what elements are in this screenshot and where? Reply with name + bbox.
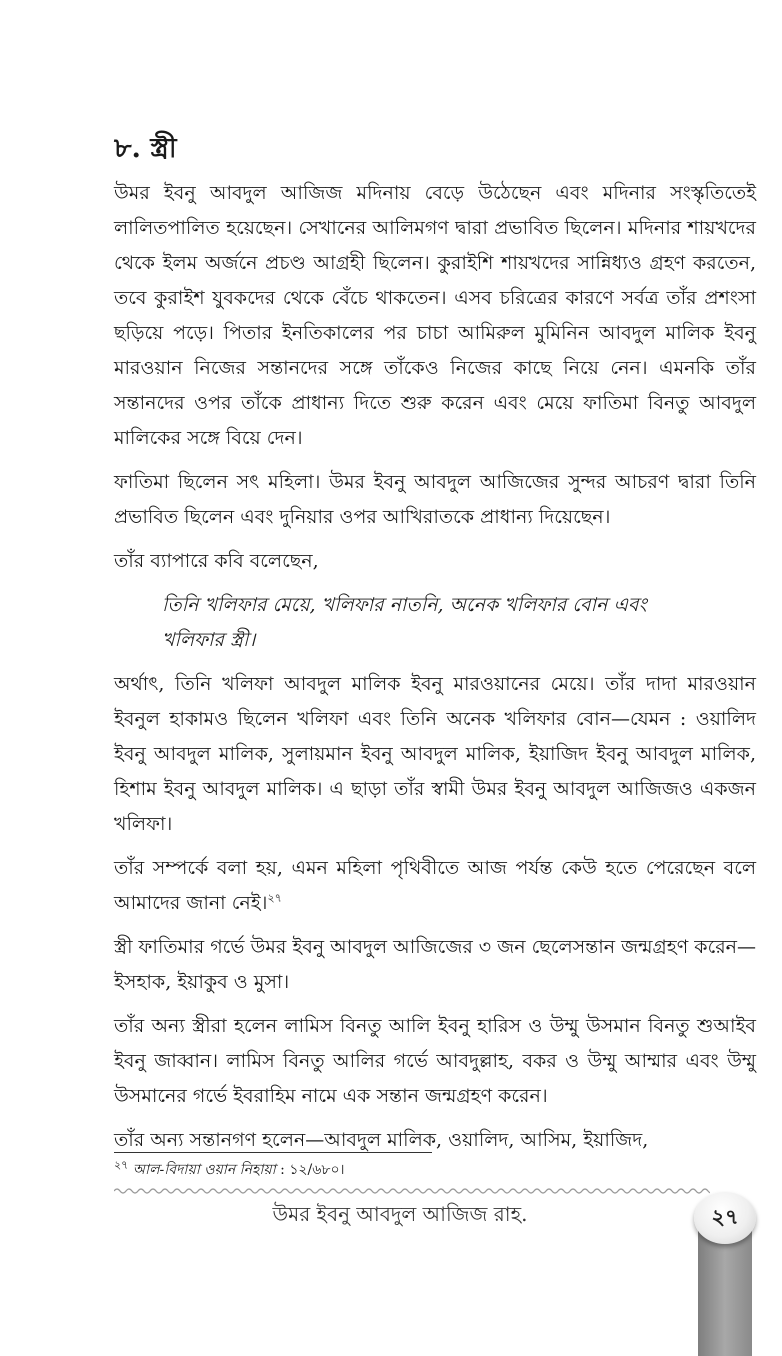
page-number: ২৭ <box>711 1203 739 1229</box>
footnote-ref: : ১২/৬৮০। <box>275 1162 345 1178</box>
body-text <box>114 176 756 1167</box>
paragraph-text: তাঁর সম্পর্কে বলা হয়, এমন মহিলা পৃথিবীতে আজ পর্যন্ত কেউ হতে পেরেছেন বলে আমাদের জানা নেই। <box>114 857 756 914</box>
paragraph: তাঁর অন্য স্ত্রীরা হলেন লামিস বিনতু আলি ইবনু হারিস ও উম্মু উসমান বিনতু শুআইব ইবনু জাব্বান। লামিস বিনতু আলির গর্ভে আবদুল্লাহ, বকর ও উম্মু আম্মার এবং উম্মু উসমানের গর্ভে ইবরাহিম নামে এক সন্তান জন্মগ্রহণ করেন। <box>114 1015 756 1107</box>
footnote-marker: ২৭ <box>114 1158 129 1172</box>
footnote-divider <box>114 1152 432 1153</box>
paragraph <box>114 851 756 921</box>
section-heading: ৮. স্ত্রী <box>114 133 177 164</box>
footnote-source: আল-বিদায়া ওয়ান নিহায়া <box>132 1162 276 1178</box>
page-number-badge <box>694 1192 756 1244</box>
paragraph: স্ত্রী ফাতিমার গর্ভে উমর ইবনু আবদুল আজিজের ৩ জন ছেলেসন্তান জন্মগ্রহণ করেন—ইসহাক, ইয়াকুব ও মুসা। <box>114 936 756 993</box>
footnote-reference[interactable]: ২৭ <box>267 891 282 905</box>
paragraph: উমর ইবনু আবদুল আজিজ মদিনায় বেড়ে উঠেছেন এবং মদিনার সংস্কৃতিতেই লালিতপালিত হয়েছেন। সেখানের আলিমগণ দ্বারা প্রভাবিত ছিলেন। মদিনার শায়খদের থেকে ইলম অর্জনে প্রচণ্ড আগ্রহী ছিলেন। কুরাইশি শায়খদের সান্নিধ্যও গ্রহণ করতেন, তবে কুরাইশ যুবকদের থেকে বেঁচে থাকতেন। এসব চরিত্রের কারণে সর্বত্র তাঁর প্রশংসা ছড়িয়ে পড়ে। পিতার ইনতিকালের পর চাচা আমিরুল মুমিনিন আবদুল মালিক ইবনু মারওয়ান নিজের সন্তানদের সঙ্গে তাঁকেও নিজের কাছে নিয়ে নেন। এমনকি তাঁর সন্তানদের ওপর তাঁকে প্রাধান্য দিতে শুরু করেন এবং মেয়ে ফাতিমা বিনতু আবদুল মালিকের সঙ্গে বিয়ে দেন। <box>114 182 756 449</box>
footnote <box>114 1160 674 1180</box>
paragraph: তাঁর ব্যাপারে কবি বলেছেন, <box>114 550 319 572</box>
paragraph: অর্থাৎ, তিনি খলিফা আবদুল মালিক ইবনু মারওয়ানের মেয়ে। তাঁর দাদা মারওয়ান ইবনুল হাকামও ছিলেন খলিফা এবং তিনি অনেক খলিফার বোন—যেমন : ওয়ালিদ ইবনু আবদুল মালিক, সুলায়মান ইবনু আবদুল মালিক, ইয়াজিদ ইবনু আবদুল মালিক, হিশাম ইবনু আবদুল মালিক। এ ছাড়া তাঁর স্বামী উমর ইবনু আবদুল আজিজও একজন খলিফা। <box>114 673 756 835</box>
poem-quote: তিনি খলিফার মেয়ে, খলিফার নাতনি, অনেক খলিফার বোন এবং খলিফার স্ত্রী। <box>162 594 647 651</box>
wavy-divider <box>114 1186 710 1196</box>
paragraph: তাঁর অন্য সন্তানগণ হলেন—আবদুল মালিক, ওয়ালিদ, আসিম, ইয়াজিদ, <box>114 1129 649 1151</box>
running-footer: উমর ইবনু আবদুল আজিজ রাহ. <box>272 1202 528 1226</box>
paragraph: ফাতিমা ছিলেন সৎ মহিলা। উমর ইবনু আবদুল আজিজের সুন্দর আচরণ দ্বারা তিনি প্রভাবিত ছিলেন এবং দুনিয়ার ওপর আখিরাতকে প্রাধান্য দিয়েছেন। <box>114 471 756 528</box>
